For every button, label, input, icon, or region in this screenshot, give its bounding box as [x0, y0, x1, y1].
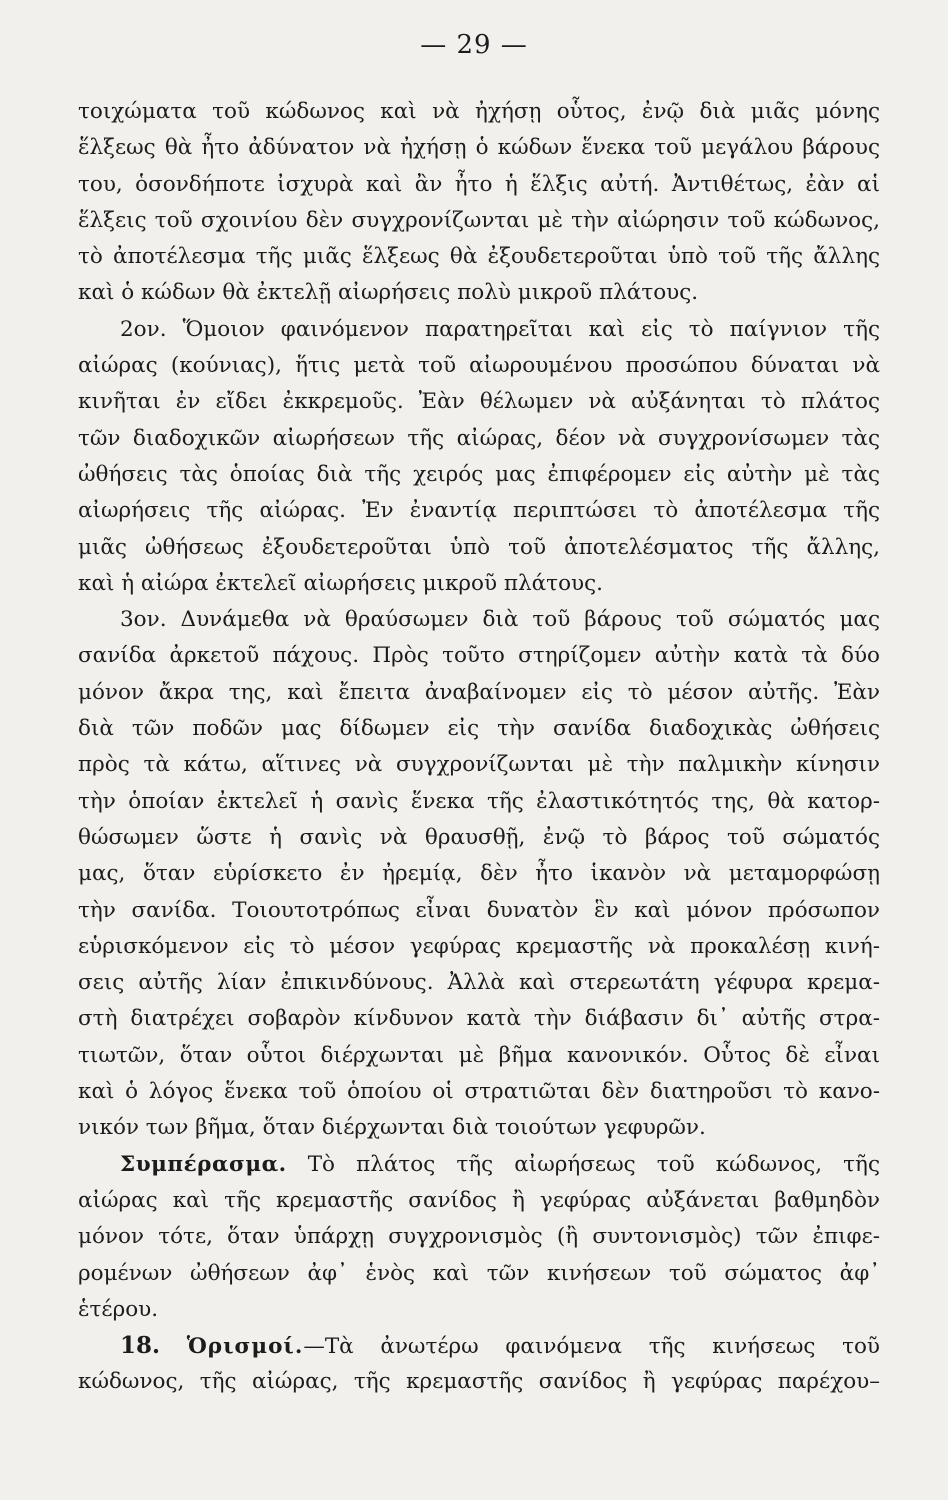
- text-line: καὶ ὁ κώδων θὰ ἐκτελῇ αἰωρήσεις πολὺ μικροῦ πλάτους.: [78, 280, 699, 306]
- text-line: στὴ διατρέχει σοβαρὸν κίνδυνον κατὰ τὴν διάβασιν δι᾽ αὐτῆς στρα-: [78, 1006, 880, 1032]
- text-line: τοιχώματα τοῦ κώδωνος καὶ νὰ ἠχήσῃ οὗτος, ἐνῷ διὰ μιᾶς μόνης: [78, 99, 880, 124]
- text-line: πρὸς τὰ κάτω, αἵτινες νὰ συγχρονίζωνται μὲ τὴν παλμικὴν κίνησιν: [78, 752, 880, 778]
- text-line: 2ον. Ὅμοιον φαινόμενον παρατηρεῖται καὶ εἰς τὸ παίγνιον τῆς: [120, 316, 880, 342]
- text-line: σεις αὐτῆς λίαν ἐπικινδύνους. Ἀλλὰ καὶ στερεωτάτη γέφυρα κρεμα-: [78, 970, 880, 996]
- section-number: 18.: [120, 1332, 161, 1360]
- text-line: κώδωνος, τῆς αἰώρας, τῆς κρεμαστῆς σανίδος ἢ γεφύρας παρέχου–: [78, 1369, 880, 1395]
- section-text: —Τὰ ἀνωτέρω φαινόμενα τῆς κινήσεως τοῦ: [303, 1334, 880, 1360]
- section-title: Ὁρισμοί.: [186, 1334, 304, 1360]
- text-line: σανίδα ἀρκετοῦ πάχους. Πρὸς τοῦτο στηρίζομεν αὐτὴν κατὰ τὰ δύο: [78, 643, 880, 669]
- text-line: διὰ τῶν ποδῶν μας δίδωμεν εἰς τὴν σανίδα διαδοχικὰς ὠθήσεις: [78, 716, 880, 742]
- body-text: [78, 94, 880, 1401]
- text-line: αἰώρας καὶ τῆς κρεμαστῆς σανίδος ἢ γεφύρας αὐξάνεται βαθμηδὸν: [78, 1187, 880, 1213]
- conclusion-text: Τὸ πλάτος τῆς αἰωρήσεως τοῦ κώδωνος, τῆς: [307, 1151, 880, 1177]
- text-line: τὴν σανίδα. Τοιουτοτρόπως εἶναι δυνατὸν ἓν καὶ μόνον πρόσωπον: [78, 897, 880, 923]
- text-line: ἑτέρου.: [78, 1296, 159, 1322]
- text-line: αἰωρήσεις τῆς αἰώρας. Ἐν ἐναντίᾳ περιπτώσει τὸ ἀποτέλεσμα τῆς: [78, 498, 880, 524]
- text-line: κινῆται ἐν εἴδει ἐκκρεμοῦς. Ἐὰν θέλωμεν νὰ αὐξάνηται τὸ πλάτος: [78, 389, 880, 415]
- text-line: του, ὁσονδήποτε ἰσχυρὰ καὶ ἂν ἦτο ἡ ἕλξις αὐτή. Ἀντιθέτως, ἐὰν αἱ: [78, 171, 880, 197]
- text-line: τῶν διαδοχικῶν αἰωρήσεων τῆς αἰώρας, δέον νὰ συγχρονίσωμεν τὰς: [78, 425, 880, 451]
- text-line: ἕλξεις τοῦ σχοινίου δὲν συγχρονίζωνται μὲ τὴν αἰώρησιν τοῦ κώδωνος,: [78, 207, 880, 233]
- text-line: μόνον τότε, ὅταν ὑπάρχῃ συγχρονισμὸς (ἢ συντονισμὸς) τῶν ἐπιφε-: [78, 1224, 880, 1250]
- text-line: 3ον. Δυνάμεθα νὰ θραύσωμεν διὰ τοῦ βάρους τοῦ σώματός μας: [120, 607, 880, 633]
- text-line: ὠθήσεις τὰς ὁποίας διὰ τῆς χειρός μας ἐπιφέρομεν εἰς αὐτὴν μὲ τὰς: [78, 461, 880, 487]
- section-18-heading-line: [78, 1328, 880, 1364]
- text-line: τὸ ἀποτέλεσμα τῆς μιᾶς ἕλξεως θὰ ἐξουδετεροῦται ὑπὸ τοῦ τῆς ἄλλης: [78, 244, 880, 270]
- text-line: εὑρισκόμενον εἰς τὸ μέσον γεφύρας κρεμαστῆς νὰ προκαλέσῃ κινή-: [78, 933, 880, 959]
- conclusion-heading: Συμπέρασμα.: [120, 1151, 287, 1177]
- text-line: τὴν ὁποίαν ἐκτελεῖ ἡ σανὶς ἕνεκα τῆς ἐλαστικότητός της, θὰ κατορ-: [78, 788, 880, 814]
- text-line: θώσωμεν ὥστε ἡ σανὶς νὰ θραυσθῇ, ἐνῷ τὸ βάρος τοῦ σώματός: [78, 824, 880, 850]
- text-line: ἕλξεως θὰ ἦτο ἀδύνατον νὰ ἠχήσῃ ὁ κώδων ἕνεκα τοῦ μεγάλου βάρους: [78, 135, 880, 161]
- text-line: μιᾶς ὠθήσεως ἐξουδετεροῦται ὑπὸ τοῦ ἀποτελέσματος τῆς ἄλλης,: [78, 534, 880, 560]
- text-line: μόνον ἄκρα της, καὶ ἔπειτα ἀναβαίνομεν εἰς τὸ μέσον αὐτῆς. Ἐὰν: [78, 679, 880, 705]
- text-line: αἰώρας (κούνιας), ἥτις μετὰ τοῦ αἰωρουμένου προσώπου δύναται νὰ: [78, 353, 880, 379]
- conclusion-first-line: [78, 1147, 880, 1183]
- text-line: καὶ ὁ λόγος ἕνεκα τοῦ ὁποίου οἱ στρατιῶται δὲν διατηροῦσι τὸ κανο-: [78, 1079, 880, 1105]
- text-line: καὶ ἡ αἰώρα ἐκτελεῖ αἰωρήσεις μικροῦ πλάτους.: [78, 570, 603, 596]
- text-line: ρομένων ὠθήσεων ἀφ᾽ ἑνὸς καὶ τῶν κινήσεων τοῦ σώματος ἀφ᾽: [78, 1260, 880, 1286]
- text-line: μας, ὅταν εὑρίσκετο ἐν ἠρεμίᾳ, δὲν ἦτο ἱκανὸν νὰ μεταμορφώσῃ: [78, 861, 880, 887]
- page-number: — 29 —: [420, 30, 528, 60]
- text-line: νικόν των βῆμα, ὅταν διέρχωνται διὰ τοιούτων γεφυρῶν.: [78, 1115, 706, 1141]
- text-line: τιωτῶν, ὅταν οὗτοι διέρχωνται μὲ βῆμα κανονικόν. Οὗτος δὲ εἶναι: [78, 1042, 880, 1068]
